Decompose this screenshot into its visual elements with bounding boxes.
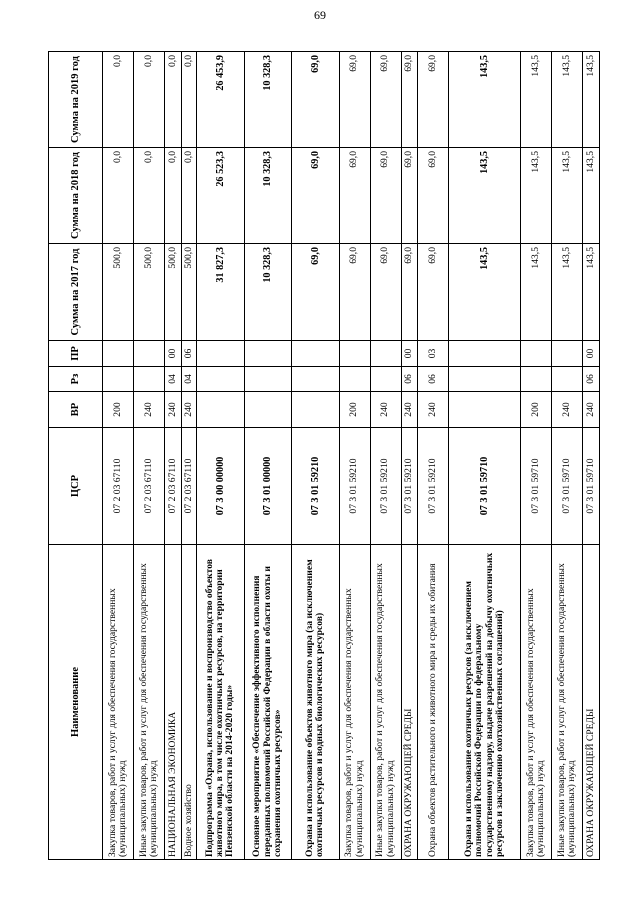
cell-s2019: 143,5 [583, 52, 600, 148]
cell-pr: 03 [418, 341, 449, 367]
cell-vr [244, 392, 292, 428]
cell-s2019: 143,5 [449, 52, 521, 148]
cell-csr: 07 3 01 59210 [418, 428, 449, 545]
cell-s2017: 500,0 [103, 244, 134, 341]
cell-s2018: 0,0 [133, 148, 164, 244]
cell-pr [370, 341, 401, 367]
cell-rz: 04 [181, 367, 196, 392]
cell-csr: 07 3 01 59710 [449, 428, 521, 545]
cell-rz [103, 367, 134, 392]
page-number: 69 [314, 8, 326, 22]
cell-csr: 07 3 01 59710 [521, 428, 552, 545]
cell-pr [196, 341, 244, 367]
cell-s2017: 31 827,3 [196, 244, 244, 341]
table-row [583, 52, 600, 860]
cell-s2019: 0,0 [133, 52, 164, 148]
cell-s2017: 143,5 [521, 244, 552, 341]
cell-s2019: 69,0 [370, 52, 401, 148]
cell-s2018: 69,0 [401, 148, 418, 244]
cell-rz: 04 [164, 367, 181, 392]
cell-s2017: 500,0 [164, 244, 181, 341]
header-pr: ПР [49, 341, 103, 367]
cell-rz: 06 [418, 367, 449, 392]
table-row [292, 52, 340, 860]
cell-pr: 00 [583, 341, 600, 367]
cell-rz [244, 367, 292, 392]
cell-s2019: 143,5 [552, 52, 583, 148]
table-row [552, 52, 583, 860]
table-row [103, 52, 134, 860]
cell-vr [196, 392, 244, 428]
cell-name: ОХРАНА ОКРУЖАЮЩЕЙ СРЕДЫ [401, 545, 418, 860]
cell-name: ОХРАНА ОКРУЖАЮЩЕЙ СРЕДЫ [583, 545, 600, 860]
cell-rz: 06 [401, 367, 418, 392]
cell-s2018: 143,5 [521, 148, 552, 244]
cell-rz [133, 367, 164, 392]
cell-csr: 07 3 01 59210 [401, 428, 418, 545]
table-row [181, 52, 196, 860]
cell-pr [339, 341, 370, 367]
cell-name: Иные закупки товаров, работ и услуг для обеспечения государственных (муниципальных) нужд [552, 545, 583, 860]
cell-vr: 200 [103, 392, 134, 428]
header-vr: ВР [49, 392, 103, 428]
cell-csr: 07 3 01 59710 [552, 428, 583, 545]
header-sum-2018: Сумма на 2018 год [49, 148, 103, 244]
cell-name: Подпрограмма «Охрана, использование и воспроизводство объектов животного мира, в том числе охотничьих ресурсов, на территории Пензенской области на 2014-2020 годы» [196, 545, 244, 860]
cell-pr: 00 [401, 341, 418, 367]
cell-vr: 240 [401, 392, 418, 428]
header-name: Наименование [49, 545, 103, 860]
cell-s2019: 69,0 [418, 52, 449, 148]
cell-name: Закупка товаров, работ и услуг для обеспечения государственных (муниципальных) нужд [339, 545, 370, 860]
cell-pr: 00 [164, 341, 181, 367]
cell-name: Охрана и использование охотничьих ресурсов (за исключением полномочий Российской Федерации по федеральному государственному надзору, выдаче разрешений на добычу охотничьих ресурсов и заключению охотхозяйственных соглашений) [449, 545, 521, 860]
rotated-table-container [48, 52, 600, 860]
cell-s2018: 69,0 [292, 148, 340, 244]
cell-s2019: 0,0 [103, 52, 134, 148]
cell-name: Водное хозяйство [181, 545, 196, 860]
cell-vr: 240 [552, 392, 583, 428]
cell-s2018: 0,0 [164, 148, 181, 244]
cell-vr: 240 [181, 392, 196, 428]
cell-pr: 06 [181, 341, 196, 367]
table-row [244, 52, 292, 860]
cell-vr: 200 [521, 392, 552, 428]
cell-name: Охрана и использование объектов животного мира (за исключением охотничьих ресурсов и водных биологических ресурсов) [292, 545, 340, 860]
cell-rz [196, 367, 244, 392]
cell-pr [521, 341, 552, 367]
table-row [339, 52, 370, 860]
cell-s2018: 143,5 [583, 148, 600, 244]
cell-vr [292, 392, 340, 428]
cell-vr: 240 [370, 392, 401, 428]
cell-name: НАЦИОНАЛЬНАЯ ЭКОНОМИКА [164, 545, 181, 860]
cell-s2018: 69,0 [339, 148, 370, 244]
table-row [370, 52, 401, 860]
cell-s2019: 26 453,9 [196, 52, 244, 148]
cell-rz: 06 [583, 367, 600, 392]
cell-vr: 240 [164, 392, 181, 428]
cell-csr: 07 3 01 59210 [339, 428, 370, 545]
cell-s2017: 500,0 [181, 244, 196, 341]
cell-csr: 07 2 03 67110 [133, 428, 164, 545]
cell-csr: 07 3 01 59210 [370, 428, 401, 545]
cell-s2018: 26 523,3 [196, 148, 244, 244]
cell-s2019: 69,0 [292, 52, 340, 148]
cell-s2018: 0,0 [103, 148, 134, 244]
cell-s2018: 0,0 [181, 148, 196, 244]
cell-pr [552, 341, 583, 367]
cell-rz [292, 367, 340, 392]
cell-rz [449, 367, 521, 392]
header-sum-2017: Сумма на 2017 год [49, 244, 103, 341]
cell-name: Основное мероприятие «Обеспечение эффективного исполнения переданных полномочий Российской Федерации в области охоты и сохранения охотничьих ресурсов» [244, 545, 292, 860]
cell-s2019: 69,0 [401, 52, 418, 148]
cell-s2018: 69,0 [418, 148, 449, 244]
cell-name: Закупка товаров, работ и услуг для обеспечения государственных (муниципальных) нужд [103, 545, 134, 860]
cell-s2017: 69,0 [401, 244, 418, 341]
cell-rz [370, 367, 401, 392]
cell-pr [133, 341, 164, 367]
cell-s2019: 143,5 [521, 52, 552, 148]
cell-csr: 07 2 03 67110 [181, 428, 196, 545]
cell-s2019: 0,0 [164, 52, 181, 148]
cell-s2019: 0,0 [181, 52, 196, 148]
table-row [521, 52, 552, 860]
cell-vr: 240 [418, 392, 449, 428]
cell-rz [339, 367, 370, 392]
cell-s2017: 69,0 [292, 244, 340, 341]
cell-s2018: 143,5 [552, 148, 583, 244]
cell-csr: 07 2 03 67110 [164, 428, 181, 545]
cell-vr: 240 [133, 392, 164, 428]
cell-csr: 07 3 01 59210 [292, 428, 340, 545]
cell-pr [244, 341, 292, 367]
table-row [449, 52, 521, 860]
cell-vr: 240 [583, 392, 600, 428]
table-row [401, 52, 418, 860]
cell-pr [449, 341, 521, 367]
header-rz: Рз [49, 367, 103, 392]
cell-csr: 07 3 01 00000 [244, 428, 292, 545]
cell-s2019: 69,0 [339, 52, 370, 148]
cell-name: Охрана объектов растительного и животного мира и среды их обитания [418, 545, 449, 860]
cell-s2017: 143,5 [552, 244, 583, 341]
cell-csr: 07 3 01 59710 [583, 428, 600, 545]
cell-name: Иные закупки товаров, работ и услуг для обеспечения государственных (муниципальных) нужд [133, 545, 164, 860]
cell-csr: 07 2 03 67110 [103, 428, 134, 545]
cell-s2017: 10 328,3 [244, 244, 292, 341]
cell-s2017: 69,0 [370, 244, 401, 341]
cell-rz [552, 367, 583, 392]
cell-s2018: 10 328,3 [244, 148, 292, 244]
cell-s2017: 69,0 [418, 244, 449, 341]
table-row [164, 52, 181, 860]
cell-pr [292, 341, 340, 367]
budget-table [48, 51, 600, 860]
cell-csr: 07 3 00 00000 [196, 428, 244, 545]
cell-vr: 200 [339, 392, 370, 428]
cell-s2017: 143,5 [583, 244, 600, 341]
cell-s2017: 143,5 [449, 244, 521, 341]
cell-pr [103, 341, 134, 367]
cell-name: Закупка товаров, работ и услуг для обеспечения государственных (муниципальных) нужд [521, 545, 552, 860]
table-row [133, 52, 164, 860]
table-row [196, 52, 244, 860]
cell-s2018: 143,5 [449, 148, 521, 244]
header-csr: ЦСР [49, 428, 103, 545]
cell-vr [449, 392, 521, 428]
cell-s2018: 69,0 [370, 148, 401, 244]
table-row [418, 52, 449, 860]
cell-rz [521, 367, 552, 392]
cell-s2017: 69,0 [339, 244, 370, 341]
cell-name: Иные закупки товаров, работ и услуг для обеспечения государственных (муниципальных) нужд [370, 545, 401, 860]
header-sum-2019: Сумма на 2019 год [49, 52, 103, 148]
cell-s2019: 10 328,3 [244, 52, 292, 148]
cell-s2017: 500,0 [133, 244, 164, 341]
header-row [49, 52, 103, 860]
